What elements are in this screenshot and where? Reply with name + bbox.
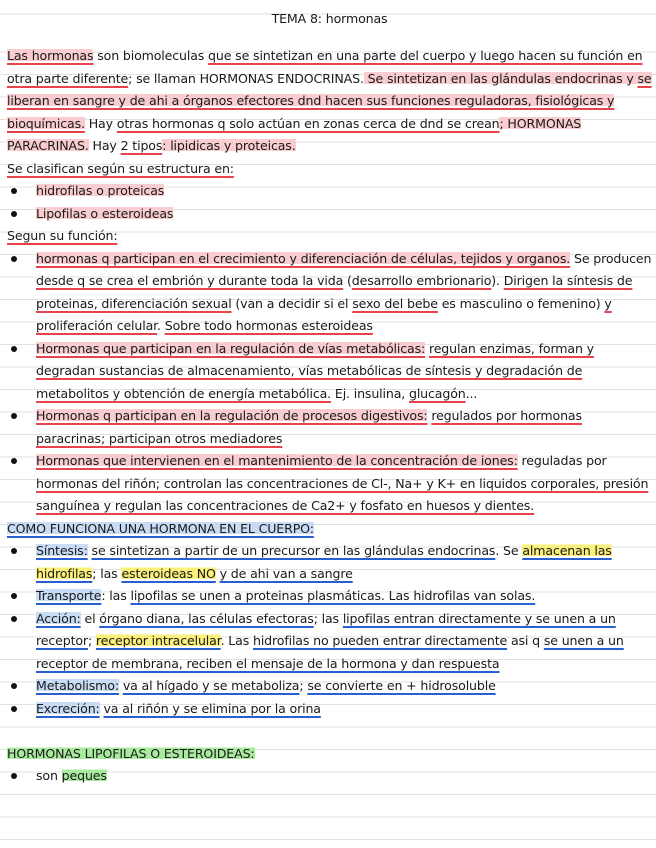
- function-list: [7, 248, 652, 518]
- list-item-text: esteroideas NO: [121, 565, 216, 581]
- list-item: [7, 203, 652, 226]
- list-item-text: ).: [491, 273, 504, 288]
- list-item-text: asi q: [507, 633, 544, 648]
- list-item-text: Sobre todo hormonas esteroideas: [164, 318, 373, 333]
- list-item-text: ; las: [92, 565, 122, 581]
- list-item: [7, 585, 652, 608]
- list-item-text: se unen a un receptor de membrana, reciben el mensaje de la hormona y dan respuesta: [36, 633, 624, 671]
- list-item-text: va al riñón y se elimina por la orina: [103, 700, 321, 716]
- list-item-text: glucagón: [408, 385, 466, 401]
- list-item-text: se sintetizan a partir de un precursor en las glándulas endocrinas: [91, 543, 496, 558]
- list-item-text: peques: [61, 768, 107, 783]
- intro-text: Las hormonas: [7, 48, 94, 63]
- list-item-text: Ej. insulina,: [331, 385, 409, 401]
- list-item-text: . Se: [495, 543, 523, 558]
- list-item-text: . Las: [220, 633, 253, 648]
- intro-text: que se sintetizan en una parte del cuerpo y luego hacen su función en otra parte diferente: [7, 48, 643, 86]
- list-item: [7, 248, 652, 338]
- list-item-text: Dirigen la síntesis de proteinas, diferenciación sexual: [36, 273, 633, 311]
- list-item: [7, 450, 652, 518]
- list-item-text: es masculino o femenino): [437, 295, 605, 311]
- list-item: [7, 765, 652, 788]
- structure-list: [7, 180, 652, 225]
- list-item-text: Excreción:: [36, 700, 100, 716]
- list-item-text: reguladas por: [517, 453, 607, 468]
- list-item-text: hormonas del riñón; controlan las concentraciones de Cl-, Na+ y K+ en liquidos corporales, presión sanguínea y regulan las concentraciones de Ca2+ y fosfato en huesos y dientes.: [36, 475, 649, 513]
- list-item: [7, 608, 652, 676]
- list-item-text: desarrollo embrionario: [351, 273, 492, 288]
- list-item-text: lipofilas se unen a proteinas plasmáticas. Las hidrofilas van solas.: [130, 588, 536, 603]
- list-item-text: sexo del bebe: [352, 295, 438, 311]
- list-item-text: Hormonas que intervienen en el mantenimiento de la concentración de iones:: [36, 453, 518, 468]
- list-item: [7, 540, 652, 585]
- function-heading: Segun su función:: [7, 228, 118, 243]
- list-item-text: órgano diana, las células efectoras: [99, 610, 314, 626]
- list-item-text: hidrofilas o proteicas: [36, 183, 165, 198]
- intro-text: Hay: [88, 138, 121, 153]
- list-item-text: Hormonas q participan en la regulación de procesos digestivos:: [36, 408, 428, 423]
- list-item-text: Hormonas que participan en la regulación de vías metabólicas:: [36, 340, 426, 356]
- lipo-list: [7, 765, 652, 788]
- list-item-text: y de ahi van a sangre: [219, 565, 353, 581]
- list-item-text: lipofilas entran directamente y se unen a un receptor: [36, 610, 616, 648]
- list-item-text: desde q se crea el embrión y durante toda la vida: [36, 273, 344, 288]
- page-title: TEMA 8: hormonas: [271, 11, 388, 26]
- list-item-text: Síntesis:: [36, 543, 88, 558]
- spacer: [7, 720, 652, 743]
- intro-text: son biomoleculas: [93, 48, 209, 63]
- list-item-text: son: [36, 768, 62, 783]
- list-item: [7, 698, 652, 721]
- list-item-text: hormonas q participan en el crecimiento y diferenciación de células, tejidos y organos.: [36, 250, 571, 266]
- intro-text: otras hormonas q solo actúan en zonas cerca de dnd se crean: [116, 115, 500, 131]
- list-item: [7, 405, 652, 450]
- lipo-heading: [7, 743, 652, 766]
- list-item-text: receptor intracelular: [95, 633, 221, 648]
- intro-text: 2 tipos: [120, 138, 163, 153]
- intro-paragraph: [7, 45, 652, 180]
- list-item-text: Metabolismo:: [36, 678, 119, 693]
- list-item-text: (van a decidir si el: [231, 295, 353, 311]
- how-heading-text: COMO FUNCIONA UNA HORMONA EN EL CUERPO:: [7, 520, 314, 536]
- list-item-text: .: [157, 318, 165, 333]
- intro-text: ; se llaman HORMONAS ENDOCRINAS.: [128, 70, 364, 86]
- list-item-text: y proliferación celular: [36, 295, 612, 333]
- list-item: [7, 675, 652, 698]
- list-item-text: se convierte en + hidrosoluble: [307, 678, 496, 693]
- list-item-text: Lipofilas o esteroideas: [36, 205, 174, 221]
- list-item-text: Transporte: [36, 588, 102, 603]
- list-item-text: Acción:: [36, 610, 81, 626]
- list-item-text: (: [343, 273, 352, 288]
- list-item-text: hidrofilas no pueden entrar directamente: [253, 633, 508, 648]
- list-item-text: ...: [465, 385, 478, 401]
- list-item-text: ; las: [313, 610, 343, 626]
- list-item-text: Se producen: [570, 250, 652, 266]
- list-item-text: regulan enzimas, forman y degradan sustancias de almacenamiento, vías metabólicas de síntesis y degradación de metabolitos y obtención de energía metabólica.: [36, 340, 594, 401]
- intro-text: ; HORMONAS PARACRINAS.: [7, 115, 582, 153]
- list-item-text: regulados por hormonas paracrinas; participan otros mediadores: [36, 408, 582, 446]
- intro-text: : lipidicas y proteicas.: [162, 138, 296, 153]
- list-item-text: el: [80, 610, 100, 626]
- list-item-text: almacenan las hidrofilas: [36, 543, 612, 581]
- how-heading: [7, 518, 652, 541]
- list-item-text: ;: [299, 678, 308, 693]
- intro-text: Se sintetizan en las glándulas endocrinas y: [363, 70, 638, 86]
- intro-text: Se clasifican según su estructura en:: [7, 160, 234, 176]
- list-item-text: : las: [101, 588, 131, 603]
- list-item: [7, 180, 652, 203]
- lipo-heading-text: HORMONAS LIPOFILAS O ESTEROIDEAS:: [7, 745, 255, 761]
- list-item-text: ;: [87, 633, 96, 648]
- how-list: [7, 540, 652, 720]
- list-item: [7, 338, 652, 406]
- list-item-text: va al hígado y se metaboliza: [122, 678, 300, 693]
- intro-text: se liberan en sangre y de ahi a órganos efectores dnd hacen sus funciones reguladoras, fisiológicas y bioquímicas.: [7, 70, 652, 131]
- intro-text: Hay: [84, 115, 117, 131]
